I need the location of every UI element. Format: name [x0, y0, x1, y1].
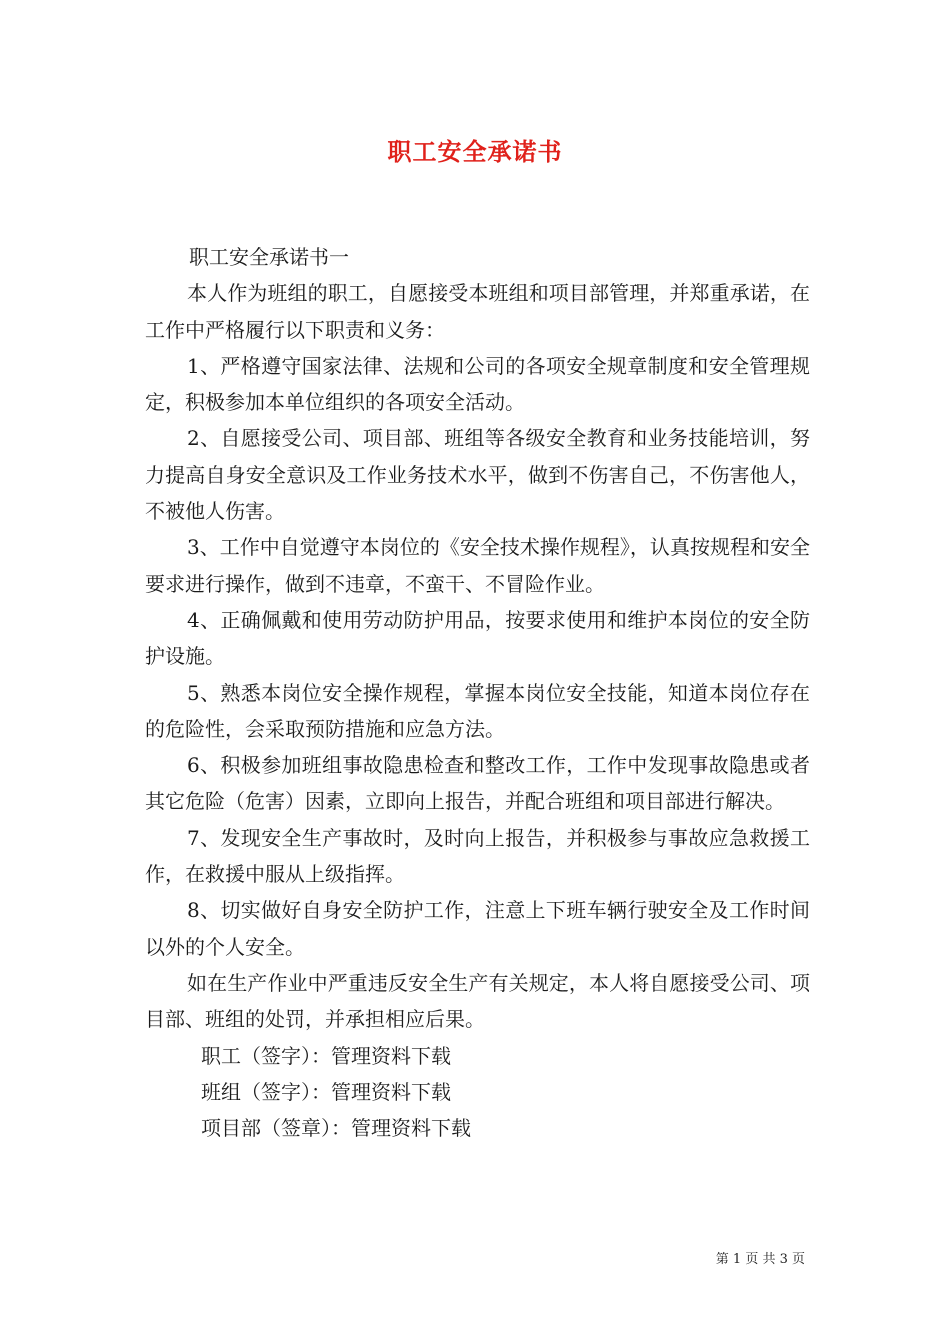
commitment-item-7: 7、发现安全生产事故时，及时向上报告，并积极参与事故应急救援工作，在救援中服从上级指挥。: [145, 825, 810, 887]
signature-employee: 职工（签字）：管理资料下载: [201, 1043, 451, 1068]
commitment-item-4: 4、正确佩戴和使用劳动防护用品，按要求使用和维护本岗位的安全防护设施。: [145, 607, 810, 669]
signature-project-dept: 项目部（签章）：管理资料下载: [201, 1116, 471, 1141]
commitment-item-6: 6、积极参加班组事故隐患检查和整改工作，工作中发现事故隐患或者其它危险（危害）因素，立即向上报告，并配合班组和项目部进行解决。: [145, 753, 810, 814]
commitment-item-5: 5、熟悉本岗位安全操作规程，掌握本岗位安全技能，知道本岗位存在的危险性，会采取预防措施和应急方法。: [145, 680, 810, 741]
page-number-footer: 第 1 页 共 3 页: [715, 1252, 805, 1267]
commitment-item-2: 2、自愿接受公司、项目部、班组等各级安全教育和业务技能培训，努力提高自身安全意识及工作业务技术水平，做到不伤害自己，不伤害他人，不被他人伤害。: [145, 426, 810, 524]
intro-paragraph: 本人作为班组的职工，自愿接受本班组和项目部管理，并郑重承诺，在工作中严格履行以下职责和义务：: [145, 281, 810, 342]
signature-team: 班组（签字）：管理资料下载: [201, 1079, 451, 1104]
commitment-item-3: 3、工作中自觉遵守本岗位的《安全技术操作规程》，认真按规程和安全要求进行操作，做到不违章，不蛮干、不冒险作业。: [145, 535, 810, 596]
commitment-item-8: 8、切实做好自身安全防护工作，注意上下班车辆行驶安全及工作时间以外的个人安全。: [145, 898, 810, 959]
commitment-item-1: 1、严格遵守国家法律、法规和公司的各项安全规章制度和安全管理规定，积极参加本单位组织的各项安全活动。: [145, 353, 810, 415]
document-body: [145, 239, 810, 1146]
document-title: 职工安全承诺书: [387, 137, 563, 166]
closing-paragraph: 如在生产作业中严重违反安全生产有关规定，本人将自愿接受公司、项目部、班组的处罚，并承担相应后果。: [145, 970, 810, 1032]
section-subheading: 职工安全承诺书一: [189, 245, 349, 269]
